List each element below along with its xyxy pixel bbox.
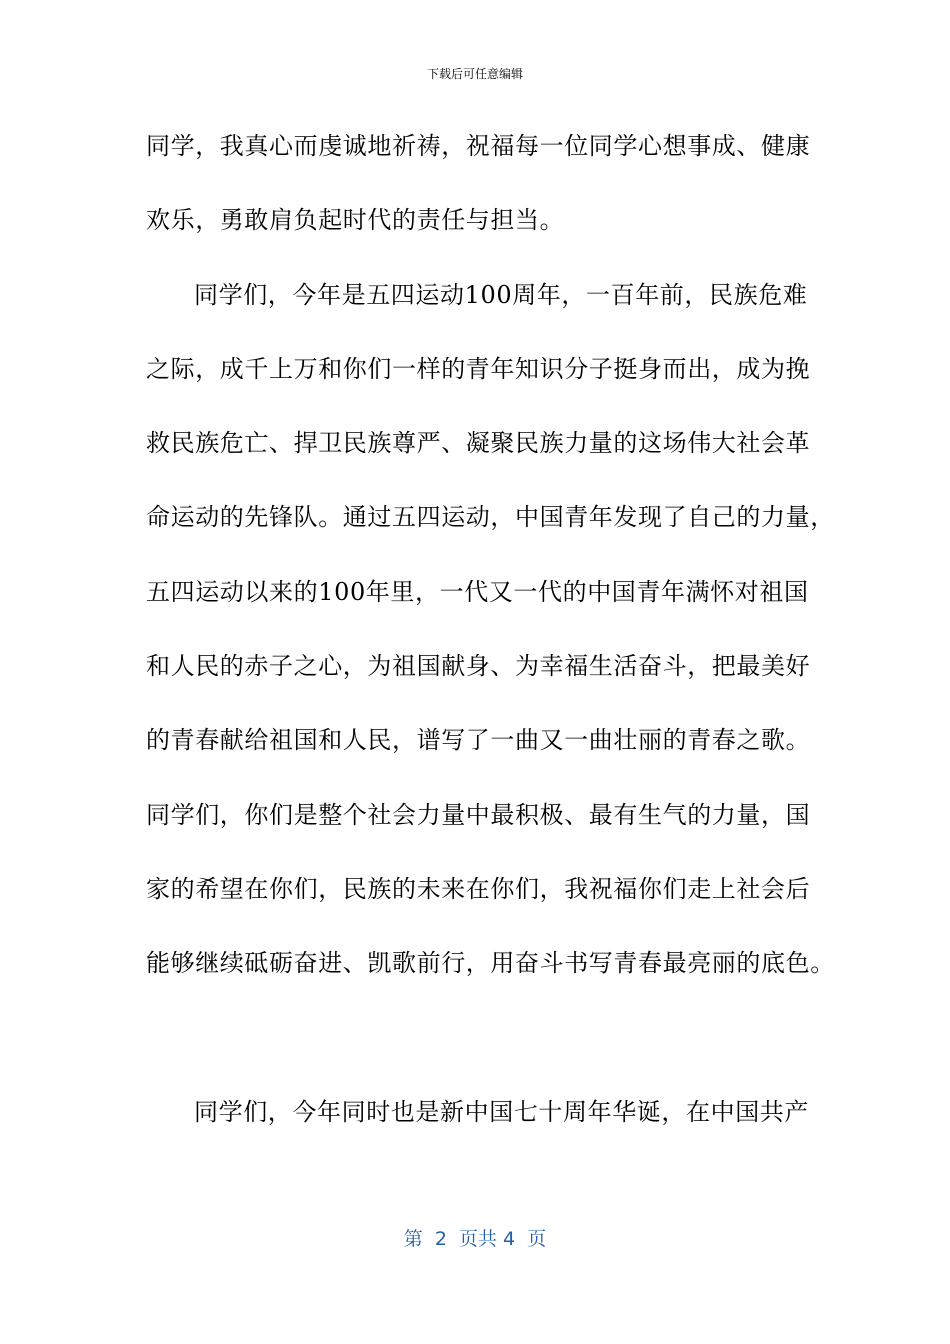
body-line-7: 五四运动以来的100年里，一代又一代的中国青年满怀对祖国 [146, 578, 809, 606]
page-header: 下载后可任意编辑 [426, 67, 523, 81]
body-line-2: 欢乐，勇敢肩负起时代的责任与担当。 [146, 206, 565, 234]
body-line-3: 同学们，今年是五四运动100周年，一百年前，民族危难 [194, 281, 808, 309]
body-line-9: 的青春献给祖国和人民，谱写了一曲又一曲壮丽的青春之歌。 [146, 726, 811, 754]
body-line-13: 同学们，今年同时也是新中国七十周年华诞，在中国共产 [194, 1098, 809, 1126]
body-line-10: 同学们，你们是整个社会力量中最积极、最有生气的力量，国 [146, 801, 811, 829]
body-line-4: 之际，成千上万和你们一样的青年知识分子挺身而出，成为挽 [146, 355, 811, 383]
body-line-1: 同学，我真心而虔诚地祈祷，祝福每一位同学心想事成、健康 [146, 132, 811, 160]
body-line-12: 能够继续砥砺奋进、凯歌前行，用奋斗书写青春最亮丽的底色。 [146, 949, 835, 977]
page-number-footer: 第 2 页共 4 页 [403, 1228, 547, 1250]
body-line-11: 家的希望在你们，民族的未来在你们，我祝福你们走上社会后 [146, 875, 811, 903]
body-line-8: 和人民的赤子之心，为祖国献身、为幸福生活奋斗，把最美好 [146, 652, 811, 680]
body-line-6: 命运动的先锋队。通过五四运动，中国青年发现了自己的力量， [146, 503, 835, 531]
body-line-5: 救民族危亡、捍卫民族尊严、凝聚民族力量的这场伟大社会革 [146, 429, 811, 457]
